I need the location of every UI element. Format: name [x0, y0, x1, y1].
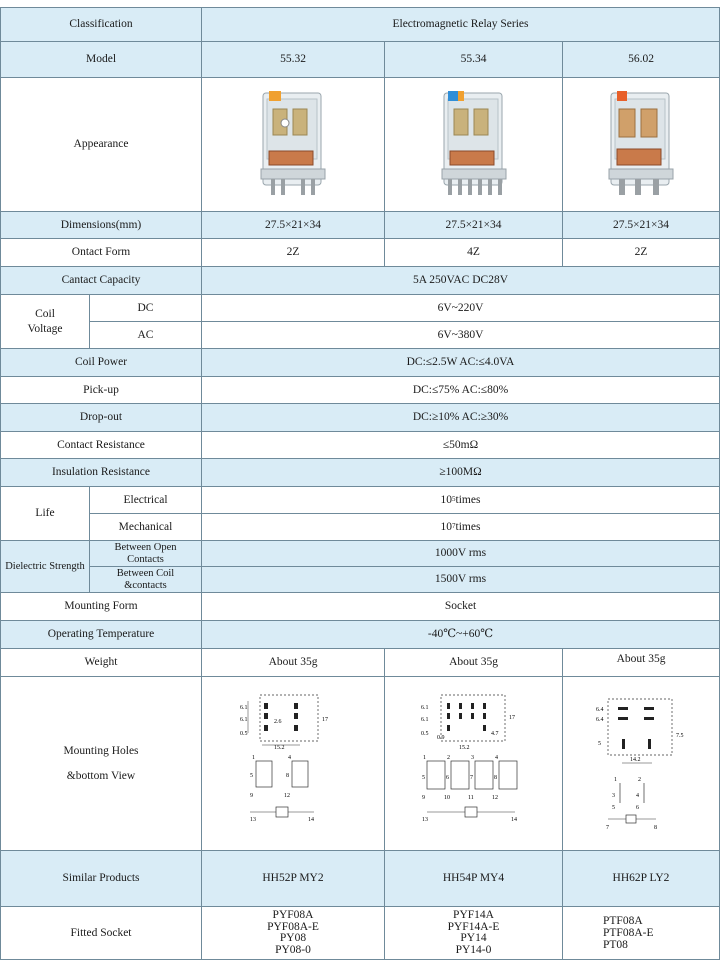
- dielectric-coil-line1: Between Coil: [116, 568, 175, 580]
- dim-text-3: 2.6: [274, 718, 282, 725]
- relay-spec-table: [0, 7, 720, 960]
- similar-products-label: Similar Products: [0, 851, 202, 907]
- life-mechanical-label: Mechanical: [90, 514, 202, 541]
- contact-form-value-2: 4Z: [385, 239, 563, 267]
- pin3-5: 5: [612, 804, 615, 811]
- coil-voltage-ac-value: 6V~380V: [202, 322, 720, 349]
- relay-image-1: [202, 78, 385, 212]
- pin-12: 12: [284, 792, 290, 799]
- pin-9: 9: [250, 792, 253, 799]
- socket-item: PYF14A-E: [447, 920, 500, 933]
- insulation-resistance-label: Insulation Resistance: [0, 459, 202, 487]
- dielectric-open-value: 1000V rms: [202, 541, 720, 567]
- dim2-text-1: 6.1: [420, 704, 428, 711]
- pin-8: 8: [286, 772, 289, 779]
- dim3-text-4: 7.5: [676, 732, 684, 739]
- dimensions-value-2: 27.5×21×34: [385, 212, 563, 239]
- drop-out-label: Drop-out: [0, 404, 202, 432]
- weight-value-2: About 35g: [385, 649, 563, 677]
- appearance-label: Appearance: [0, 78, 202, 212]
- dim2-text-7: 0.9: [436, 734, 444, 741]
- model-value-2: 55.34: [385, 42, 563, 78]
- pin2-11: 11: [467, 794, 474, 801]
- dielectric-open-line1: Between Open: [114, 542, 177, 554]
- fitted-socket-col-1: [202, 907, 385, 960]
- dielectric-coil-value: 1500V rms: [202, 567, 720, 593]
- weight-value-3: About 35g: [563, 649, 720, 677]
- mounting-hole-diagram-2z-lg: [586, 689, 696, 839]
- pin-1: 1: [252, 754, 255, 761]
- contact-form-value-3: 2Z: [563, 239, 720, 267]
- pick-up-label: Pick-up: [0, 377, 202, 404]
- dielectric-coil-line2: &contacts: [124, 579, 167, 591]
- dim2-text-2: 6.1: [420, 716, 428, 723]
- dim-text-2: 6.1: [240, 716, 248, 723]
- pick-up-value: DC:≤75% AC:≤80%: [202, 377, 720, 404]
- coil-voltage-dc-label: DC: [90, 295, 202, 322]
- series-header: Electromagnetic Relay Series: [202, 7, 720, 42]
- dielectric-coil-label: [90, 567, 202, 593]
- contact-form-value-1: 2Z: [202, 239, 385, 267]
- socket-item: PTF08A: [603, 914, 643, 927]
- contact-capacity-label: Cantact Capacity: [0, 267, 202, 295]
- dim3-text-2: 6.4: [596, 716, 604, 723]
- socket-item: PY14-0: [455, 943, 492, 956]
- pin-14: 14: [308, 816, 314, 823]
- life-electrical-exponent: 5: [452, 495, 456, 504]
- dielectric-open-line2: Contacts: [127, 553, 164, 565]
- life-mechanical-exponent: 7: [452, 522, 456, 531]
- pin2-8: 8: [493, 774, 497, 781]
- life-electrical-label: Electrical: [90, 487, 202, 514]
- similar-products-value-1: HH52P MY2: [202, 851, 385, 907]
- mounting-holes-label: [0, 677, 202, 851]
- pin3-2: 2: [638, 776, 641, 783]
- socket-item: PYF08A: [272, 909, 314, 921]
- weight-label: Weight: [0, 649, 202, 677]
- contact-capacity-value: 5A 250VAC DC28V: [202, 267, 720, 295]
- mounting-hole-diagram-2z: [238, 689, 348, 839]
- pin3-6: 6: [636, 804, 639, 811]
- pin2-5: 5: [421, 774, 425, 781]
- contact-resistance-value: ≤50mΩ: [202, 432, 720, 459]
- mounting-form-label: Mounting Form: [0, 593, 202, 621]
- pin2-1: 1: [422, 754, 426, 761]
- pin2-12: 12: [491, 794, 498, 801]
- life-electrical-base: 10: [440, 493, 453, 506]
- coil-voltage-dc-value: 6V~220V: [202, 295, 720, 322]
- mounting-hole-diagram-4z: [419, 689, 529, 839]
- dim2-text-3: 0.5: [420, 730, 428, 737]
- coil-voltage-line1: Coil: [35, 307, 55, 320]
- life-electrical-unit: times: [455, 493, 481, 506]
- socket-item: PY08-0: [275, 943, 311, 956]
- dim3-text-3: 5: [598, 740, 601, 747]
- pin-5: 5: [250, 772, 253, 779]
- pin3-7: 7: [606, 824, 609, 831]
- dim2-text-4: 17: [508, 714, 515, 721]
- relay-55-32-image: [257, 89, 329, 201]
- coil-voltage-label: [0, 295, 90, 349]
- socket-item: PY14: [460, 932, 487, 944]
- drop-out-value: DC:≥10% AC:≥30%: [202, 404, 720, 432]
- coil-voltage-ac-label: AC: [90, 322, 202, 349]
- socket-item: PYF14A: [453, 909, 494, 921]
- coil-voltage-line2: Voltage: [27, 323, 63, 335]
- dimensions-label: Dimensions(mm): [0, 212, 202, 239]
- pin-4: 4: [288, 754, 291, 761]
- relay-image-2: [385, 78, 563, 212]
- mounting-holes-line2: &bottom View: [66, 769, 136, 782]
- model-value-3: 56.02: [563, 42, 720, 78]
- pin3-8: 8: [654, 824, 657, 831]
- insulation-resistance-value: ≥100MΩ: [202, 459, 720, 487]
- similar-products-value-3: HH62P LY2: [563, 851, 720, 907]
- mounting-form-value: Socket: [202, 593, 720, 621]
- fitted-socket-label: Fitted Socket: [0, 907, 202, 960]
- fitted-socket-col-3: [563, 907, 720, 960]
- mounting-diagram-2: [385, 677, 563, 851]
- pin2-14: 14: [510, 816, 517, 823]
- pin2-7: 7: [469, 774, 473, 781]
- socket-item: PY08: [279, 932, 307, 944]
- dielectric-open-label: [90, 541, 202, 567]
- relay-56-02-image: [605, 89, 677, 201]
- model-value-1: 55.32: [202, 42, 385, 78]
- life-mechanical-base: 10: [440, 520, 453, 533]
- socket-item: PT08: [603, 939, 628, 952]
- life-mechanical-value: [202, 514, 720, 541]
- pin2-9: 9: [421, 794, 425, 801]
- contact-resistance-label: Contact Resistance: [0, 432, 202, 459]
- pin2-3: 3: [470, 754, 474, 761]
- operating-temperature-value: -40℃~+60℃: [202, 621, 720, 649]
- dim3-text-5: 14.2: [630, 756, 641, 763]
- mounting-holes-line1: Mounting Holes: [63, 745, 139, 758]
- dim-text-5: 17: [322, 716, 328, 723]
- mounting-diagram-1: [202, 677, 385, 851]
- contact-form-label: Ontact Form: [0, 239, 202, 267]
- socket-item: PYF08A-E: [267, 920, 319, 933]
- pin-13: 13: [250, 816, 256, 823]
- classification-header: Classification: [0, 7, 202, 42]
- pin3-1: 1: [614, 776, 617, 783]
- dielectric-label: Dielectric Strength: [0, 541, 90, 593]
- mounting-diagram-3: [563, 677, 720, 851]
- pin2-2: 2: [446, 754, 450, 761]
- relay-image-3: [563, 78, 720, 212]
- operating-temperature-label: Operating Temperature: [0, 621, 202, 649]
- pin3-3: 3: [612, 792, 615, 799]
- dim-text-6: 15.2: [274, 744, 285, 751]
- pin2-6: 6: [445, 774, 449, 781]
- dimensions-value-3: 27.5×21×34: [563, 212, 720, 239]
- dim-text-1: 6.1: [240, 704, 248, 711]
- dim3-text-1: 6.4: [596, 706, 604, 713]
- pin2-13: 13: [421, 816, 428, 823]
- pin2-4: 4: [494, 754, 498, 761]
- dim2-text-5: 15.2: [458, 744, 469, 751]
- dimensions-value-1: 27.5×21×34: [202, 212, 385, 239]
- life-electrical-value: [202, 487, 720, 514]
- socket-item: PTF08A-E: [603, 926, 654, 939]
- pin2-10: 10: [443, 794, 450, 801]
- life-mechanical-unit: times: [455, 520, 481, 533]
- life-label: Life: [0, 487, 90, 541]
- coil-power-label: Coil Power: [0, 349, 202, 377]
- fitted-socket-col-2: [385, 907, 563, 960]
- coil-power-value: DC:≤2.5W AC:≤4.0VA: [202, 349, 720, 377]
- model-label: Model: [0, 42, 202, 78]
- similar-products-value-2: HH54P MY4: [385, 851, 563, 907]
- pin3-4: 4: [636, 792, 639, 799]
- dim2-text-6: 4.7: [490, 730, 498, 737]
- dim-text-4: 0.5: [240, 730, 248, 737]
- weight-value-1: About 35g: [202, 649, 385, 677]
- relay-55-34-image: [438, 89, 510, 201]
